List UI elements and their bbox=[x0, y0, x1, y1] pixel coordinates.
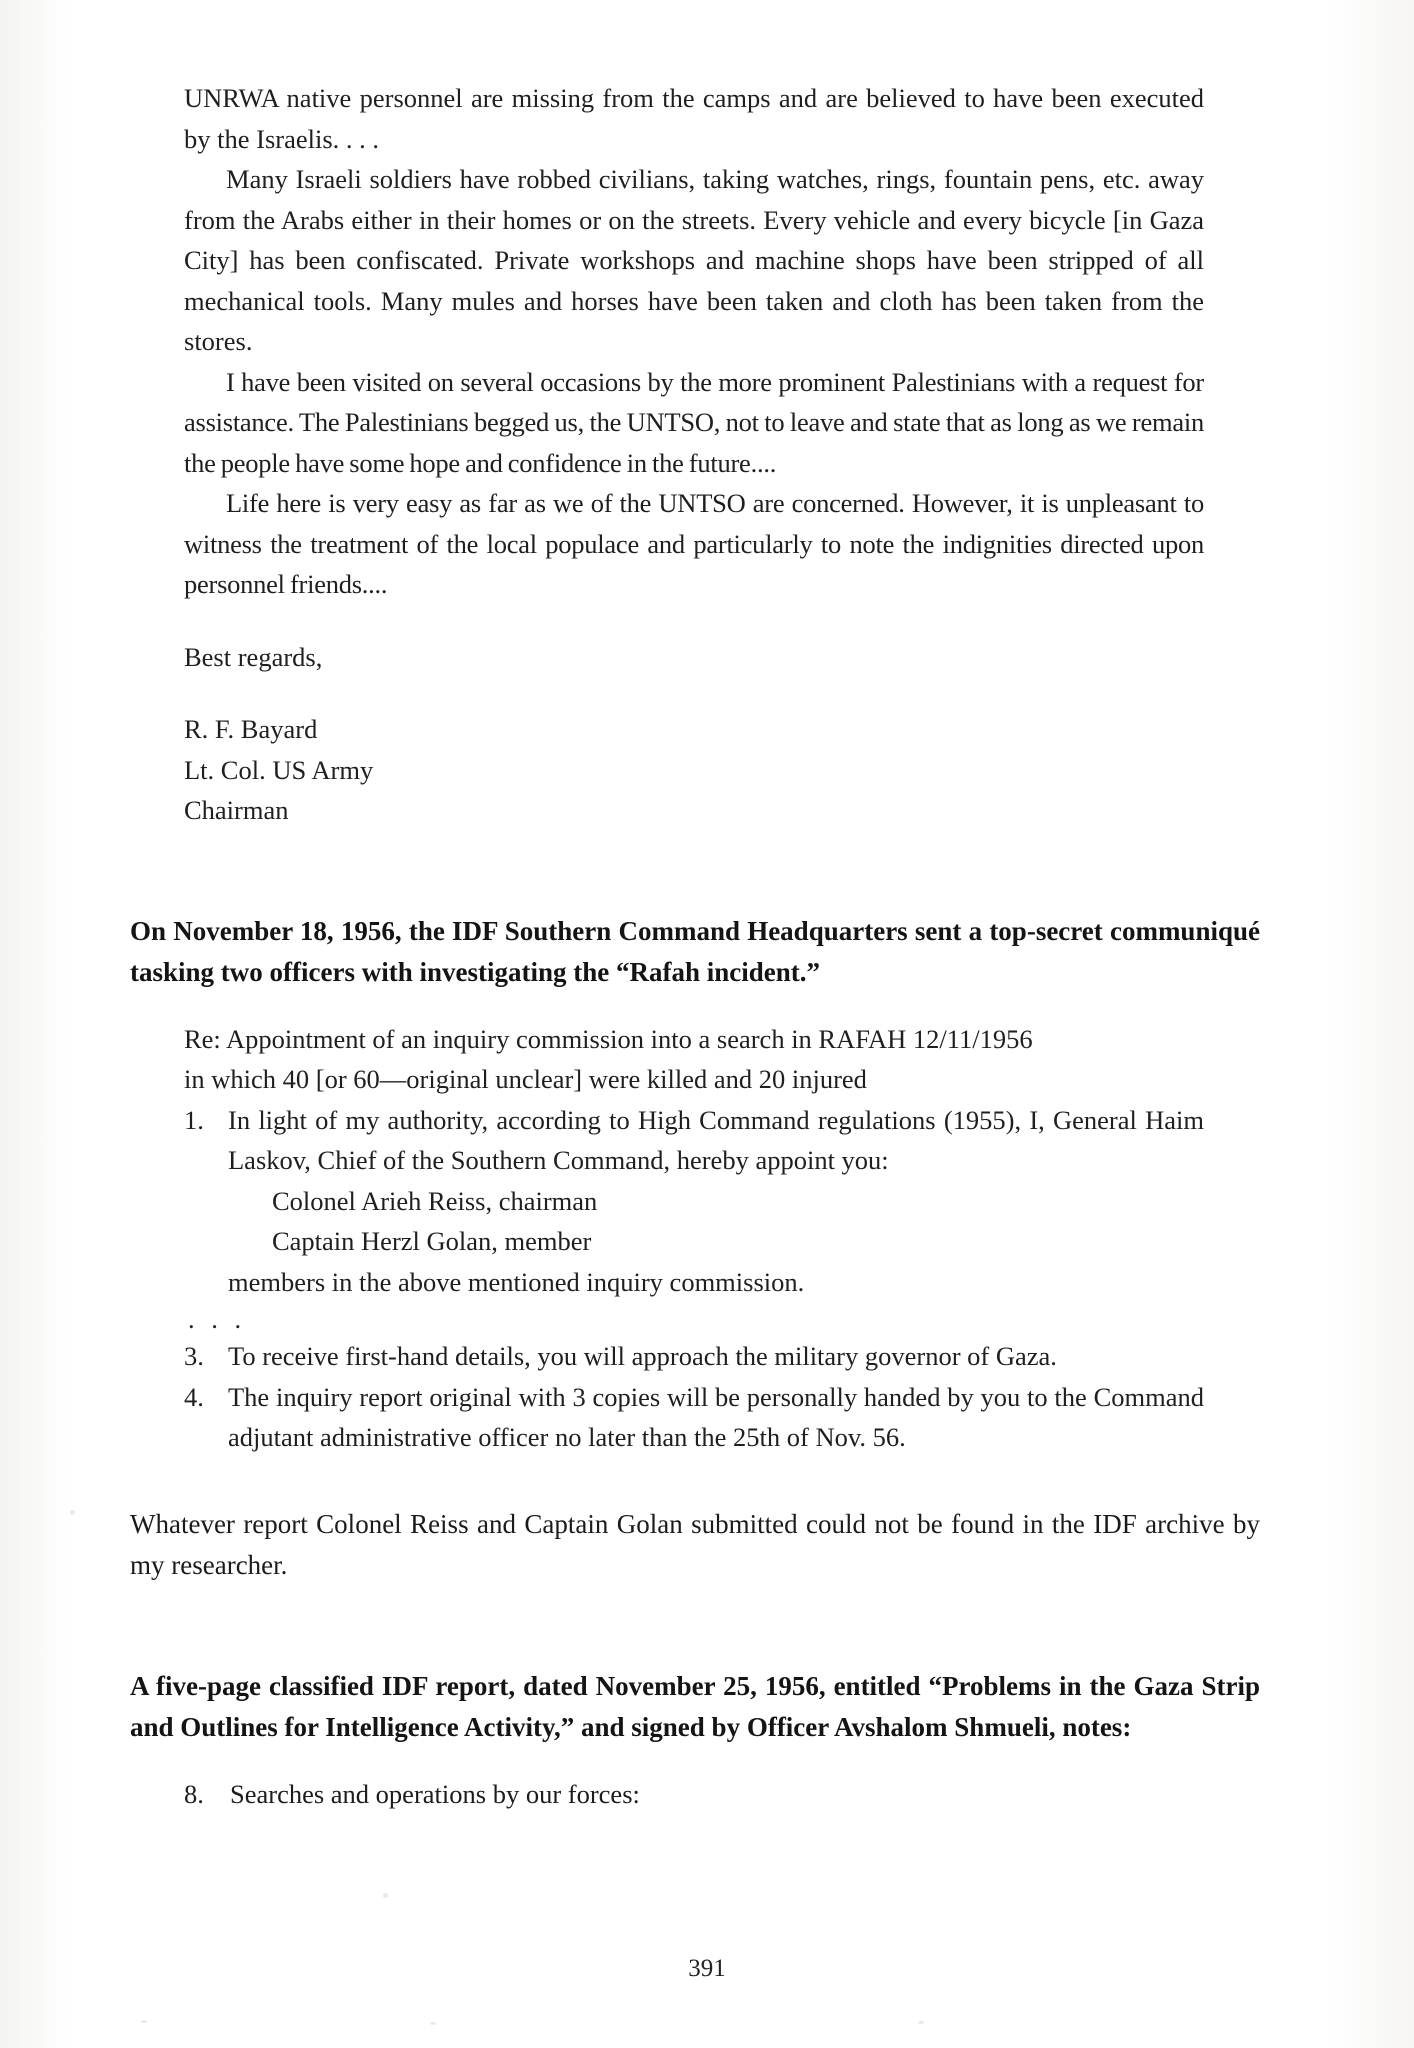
follow-up-text: Whatever report Colonel Reiss and Captain Golan submitted could not be found in the IDF archive by my researcher. bbox=[130, 1508, 1260, 1580]
post-quote-spacer bbox=[122, 1458, 1302, 1504]
numbered-item-1-text: In light of my authority, according to High Command regulations (1955), I, General Haim Laskov, Chief of the Southern Command, hereby appoint you: bbox=[228, 1104, 1204, 1175]
numbered-item-3-number: 3. bbox=[184, 1341, 204, 1371]
letter-excerpt-blockquote bbox=[184, 78, 1204, 831]
section-spacer bbox=[122, 831, 1302, 911]
numbered-item-1 bbox=[184, 1100, 1204, 1181]
letter-paragraph-1: UNRWA native personnel are missing from the camps and are believed to have been executed by the Israelis. . . . bbox=[184, 83, 1204, 154]
numbered-item-1-continuation: members in the above mentioned inquiry commission. bbox=[228, 1266, 805, 1297]
numbered-item-4-text: The inquiry report original with 3 copies will be personally handed by you to the Command adjutant administrative officer no later than the 25th of Nov. 56. bbox=[228, 1381, 1204, 1452]
idf-communique-quote bbox=[184, 1019, 1204, 1458]
numbered-item-1-number: 1. bbox=[184, 1104, 204, 1135]
section-one-lead-in-paragraph bbox=[130, 911, 1260, 993]
signature-gap bbox=[184, 605, 1204, 637]
page-number: 391 bbox=[688, 1955, 726, 1982]
section-two-spacer bbox=[122, 1586, 1302, 1666]
omission-ellipsis: . . . bbox=[188, 1304, 247, 1334]
numbered-item-4-number: 4. bbox=[184, 1381, 204, 1412]
signature-gap-2 bbox=[184, 677, 1204, 709]
letter-paragraph-4: Life here is very easy as far as we of the UNTSO are concerned. However, it is unpleasant to witness the treatment of the local populace and particularly to note the indignities directed upon personnel friends.... bbox=[184, 488, 1204, 599]
numbered-item-8-number: 8. bbox=[184, 1778, 204, 1809]
numbered-item-3 bbox=[184, 1336, 1204, 1377]
numbered-item-8 bbox=[184, 1774, 1204, 1815]
letter-closing: Best regards, bbox=[184, 641, 323, 672]
numbered-item-4 bbox=[184, 1377, 1204, 1458]
scan-speck bbox=[383, 1893, 388, 1898]
scan-speck bbox=[430, 2022, 436, 2025]
letter-paragraph-3: I have been visited on several occasions by the more prominent Palestinians with a request for assistance. The Palestinians begged us, the UNTSO, not to leave and state that as long as we remain the people have some hope and confidence in the future.... bbox=[184, 366, 1204, 478]
letter-signature-block bbox=[184, 709, 1204, 831]
numbered-item-3-text: To receive first-hand details, you will approach the military governor of Gaza. bbox=[228, 1341, 1057, 1371]
appointee-chairman: Colonel Arieh Reiss, chairman bbox=[272, 1185, 598, 1216]
scan-speck bbox=[141, 2020, 147, 2023]
signature-title: Chairman bbox=[184, 795, 289, 825]
lead-in-spacer bbox=[122, 993, 1302, 1019]
re-line-1: Re: Appointment of an inquiry commission into a search in RAFAH 12/11/1956 bbox=[184, 1023, 1033, 1054]
page-content bbox=[122, 78, 1302, 1814]
section-two-note bbox=[184, 1774, 1204, 1815]
signature-rank: Lt. Col. US Army bbox=[184, 754, 374, 785]
section-two-lead-in-paragraph bbox=[130, 1666, 1260, 1748]
follow-up-paragraph bbox=[130, 1504, 1260, 1586]
signature-name: R. F. Bayard bbox=[184, 714, 318, 744]
letter-closing-block bbox=[184, 637, 1204, 678]
re-line-2: in which 40 [or 60—original unclear] were killed and 20 injured bbox=[184, 1064, 867, 1094]
section-two-lead-in-text: A five-page classified IDF report, dated November 25, 1956, entitled “Problems in the Gaza Strip and Outlines for Intelligence Activity,” and signed by Officer Avshalom Shmueli, notes: bbox=[130, 1670, 1260, 1742]
numbered-item-8-text: Searches and operations by our forces: bbox=[230, 1778, 640, 1809]
scan-speck bbox=[70, 1510, 75, 1515]
scan-speck bbox=[918, 2021, 924, 2024]
appointee-member: Captain Herzl Golan, member bbox=[272, 1226, 592, 1256]
section-two-spacer-2 bbox=[122, 1748, 1302, 1774]
section-one-lead-in-text: On November 18, 1956, the IDF Southern Command Headquarters sent a top-secret communiqué tasking two officers with investigating the “Rafah incident.” bbox=[130, 915, 1260, 987]
letter-paragraph-2: Many Israeli soldiers have robbed civilians, taking watches, rings, fountain pens, etc. away from the Arabs either in their homes or on the streets. Every vehicle and every bicycle [in Gaza City] has been confiscated. Private workshops and machine shops have been stripped of all mechanical tools. Many mules and horses have been taken and cloth has been taken from the stores. bbox=[184, 164, 1204, 356]
